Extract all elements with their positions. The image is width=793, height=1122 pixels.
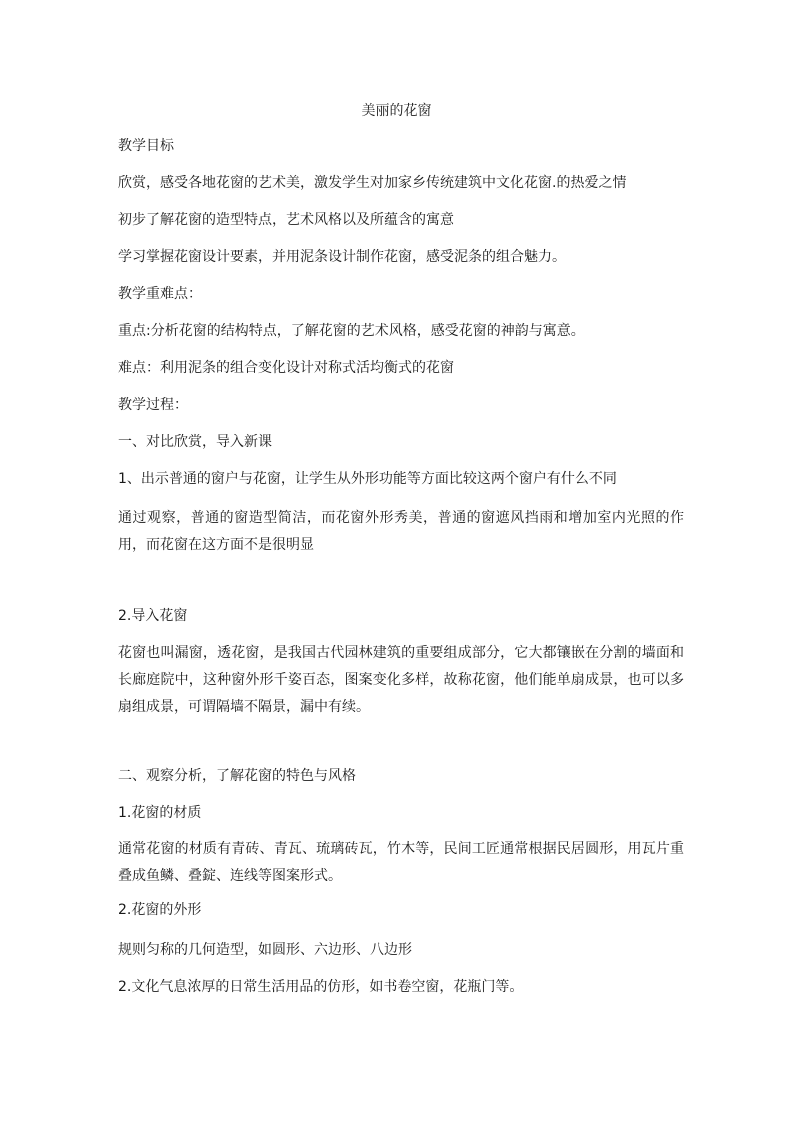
step-1-text: 通过观察，普通的窗造型简洁，而花窗外形秀美，普通的窗遮风挡雨和增加室内光照的作用，而花窗在这方面不是很明显 (118, 510, 684, 553)
material-heading: 1.花窗的材质 (118, 805, 202, 821)
goal-2: 初步了解花窗的造型特点，艺术风格以及所蕴含的寓意 (118, 212, 454, 228)
document-title: 美丽的花窗 (361, 103, 432, 119)
step-1: 1、出示普通的窗户与花窗，让学生从外形功能等方面比较这两个窗户有什么不同 (118, 471, 617, 487)
shape-heading: 2.花窗的外形 (118, 902, 202, 918)
shape-1: 规则匀称的几何造型，如圆形、六边形、八边形 (118, 942, 412, 958)
section-2-heading: 二、观察分析，了解花窗的特色与风格 (118, 768, 356, 784)
goal-3: 学习掌握花窗设计要素，并用泥条设计制作花窗，感受泥条的组合魅力。 (118, 249, 566, 265)
goals-heading: 教学目标 (118, 138, 174, 154)
key-points-heading: 教学重难点： (118, 286, 202, 302)
difficulty: 难点：利用泥条的组合变化设计对称式活均衡式的花窗 (118, 360, 454, 376)
section-1-heading: 一、对比欣赏，导入新课 (118, 434, 272, 450)
step-2: 2.导入花窗 (118, 608, 188, 624)
process-heading: 教学过程： (118, 397, 188, 413)
key-point: 重点:分析花窗的结构特点，了解花窗的艺术风格，感受花窗的神韵与寓意。 (118, 323, 585, 339)
material-text: 通常花窗的材质有青砖、青瓦、琉璃砖瓦，竹木等，民间工匠通常根据民居圆形，用瓦片重叠成鱼鳞、叠錠、连线等图案形式。 (118, 841, 684, 884)
step-2-text: 花窗也叫漏窗，透花窗，是我国古代园林建筑的重要组成部分，它大都镶嵌在分割的墙面和长廊庭院中，这种窗外形千姿百态，图案变化多样，故称花窗，他们能单扇成景，也可以多扇组成景，可谓隔墙不隔景，漏中有续。 (118, 645, 684, 715)
goal-1: 欣赏，感受各地花窗的艺术美，激发学生对加家乡传统建筑中文化花窗.的热爱之情 (118, 175, 627, 191)
shape-2: 2.文化气息浓厚的日常生活用品的仿形，如书卷空窗，花瓶门等。 (118, 979, 524, 995)
